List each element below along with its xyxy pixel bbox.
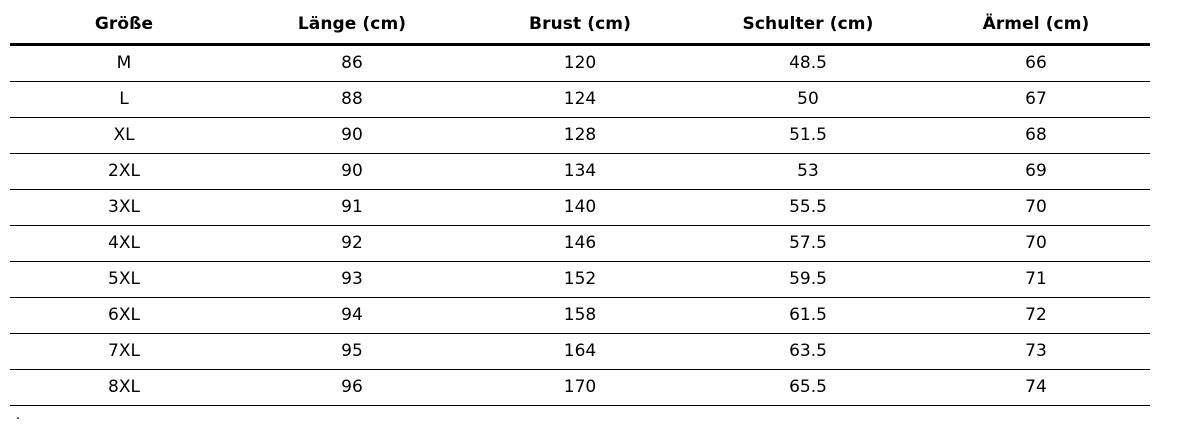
cell-chest: 128 [466, 118, 694, 154]
cell-length: 96 [238, 370, 466, 406]
table-row [10, 226, 1150, 262]
cell-sleeve: 66 [922, 45, 1150, 82]
table-header [10, 8, 1150, 45]
cell-shoulder: 63.5 [694, 334, 922, 370]
cell-sleeve: 67 [922, 82, 1150, 118]
cell-size: M [10, 45, 238, 82]
cell-sleeve: 71 [922, 262, 1150, 298]
table-row [10, 190, 1150, 226]
cell-shoulder: 48.5 [694, 45, 922, 82]
cell-length: 94 [238, 298, 466, 334]
column-header-schulter: Schulter (cm) [694, 8, 922, 45]
cell-sleeve: 74 [922, 370, 1150, 406]
cell-shoulder: 61.5 [694, 298, 922, 334]
size-chart-page [0, 8, 1195, 436]
column-header-aermel: Ärmel (cm) [922, 8, 1150, 45]
cell-sleeve: 70 [922, 226, 1150, 262]
cell-chest: 158 [466, 298, 694, 334]
cell-size: L [10, 82, 238, 118]
table-row [10, 370, 1150, 406]
cell-size: 8XL [10, 370, 238, 406]
table-header-row [10, 8, 1150, 45]
column-header-groesse: Größe [10, 8, 238, 45]
cell-size: 5XL [10, 262, 238, 298]
cell-length: 88 [238, 82, 466, 118]
cell-size: 2XL [10, 154, 238, 190]
column-header-laenge: Länge (cm) [238, 8, 466, 45]
cell-length: 95 [238, 334, 466, 370]
table-row [10, 154, 1150, 190]
cell-shoulder: 57.5 [694, 226, 922, 262]
table-row [10, 45, 1150, 82]
cell-size: 4XL [10, 226, 238, 262]
cell-chest: 170 [466, 370, 694, 406]
cell-shoulder: 55.5 [694, 190, 922, 226]
cell-sleeve: 73 [922, 334, 1150, 370]
cell-size: 6XL [10, 298, 238, 334]
cell-chest: 152 [466, 262, 694, 298]
cell-shoulder: 53 [694, 154, 922, 190]
cell-size: XL [10, 118, 238, 154]
cell-chest: 120 [466, 45, 694, 82]
table-row [10, 334, 1150, 370]
cell-chest: 146 [466, 226, 694, 262]
cell-length: 90 [238, 154, 466, 190]
cell-shoulder: 65.5 [694, 370, 922, 406]
column-header-brust: Brust (cm) [466, 8, 694, 45]
table-row [10, 118, 1150, 154]
cell-shoulder: 59.5 [694, 262, 922, 298]
cell-chest: 134 [466, 154, 694, 190]
cell-sleeve: 72 [922, 298, 1150, 334]
cell-length: 93 [238, 262, 466, 298]
table-row [10, 262, 1150, 298]
cell-shoulder: 51.5 [694, 118, 922, 154]
cell-sleeve: 68 [922, 118, 1150, 154]
cell-length: 86 [238, 45, 466, 82]
cell-length: 91 [238, 190, 466, 226]
cell-size: 3XL [10, 190, 238, 226]
size-chart-table [10, 8, 1150, 406]
cell-chest: 124 [466, 82, 694, 118]
footer-mark: . [16, 408, 21, 423]
cell-sleeve: 70 [922, 190, 1150, 226]
cell-sleeve: 69 [922, 154, 1150, 190]
cell-length: 90 [238, 118, 466, 154]
cell-chest: 140 [466, 190, 694, 226]
cell-length: 92 [238, 226, 466, 262]
table-body [10, 45, 1150, 406]
cell-shoulder: 50 [694, 82, 922, 118]
table-row [10, 298, 1150, 334]
table-row [10, 82, 1150, 118]
cell-size: 7XL [10, 334, 238, 370]
cell-chest: 164 [466, 334, 694, 370]
